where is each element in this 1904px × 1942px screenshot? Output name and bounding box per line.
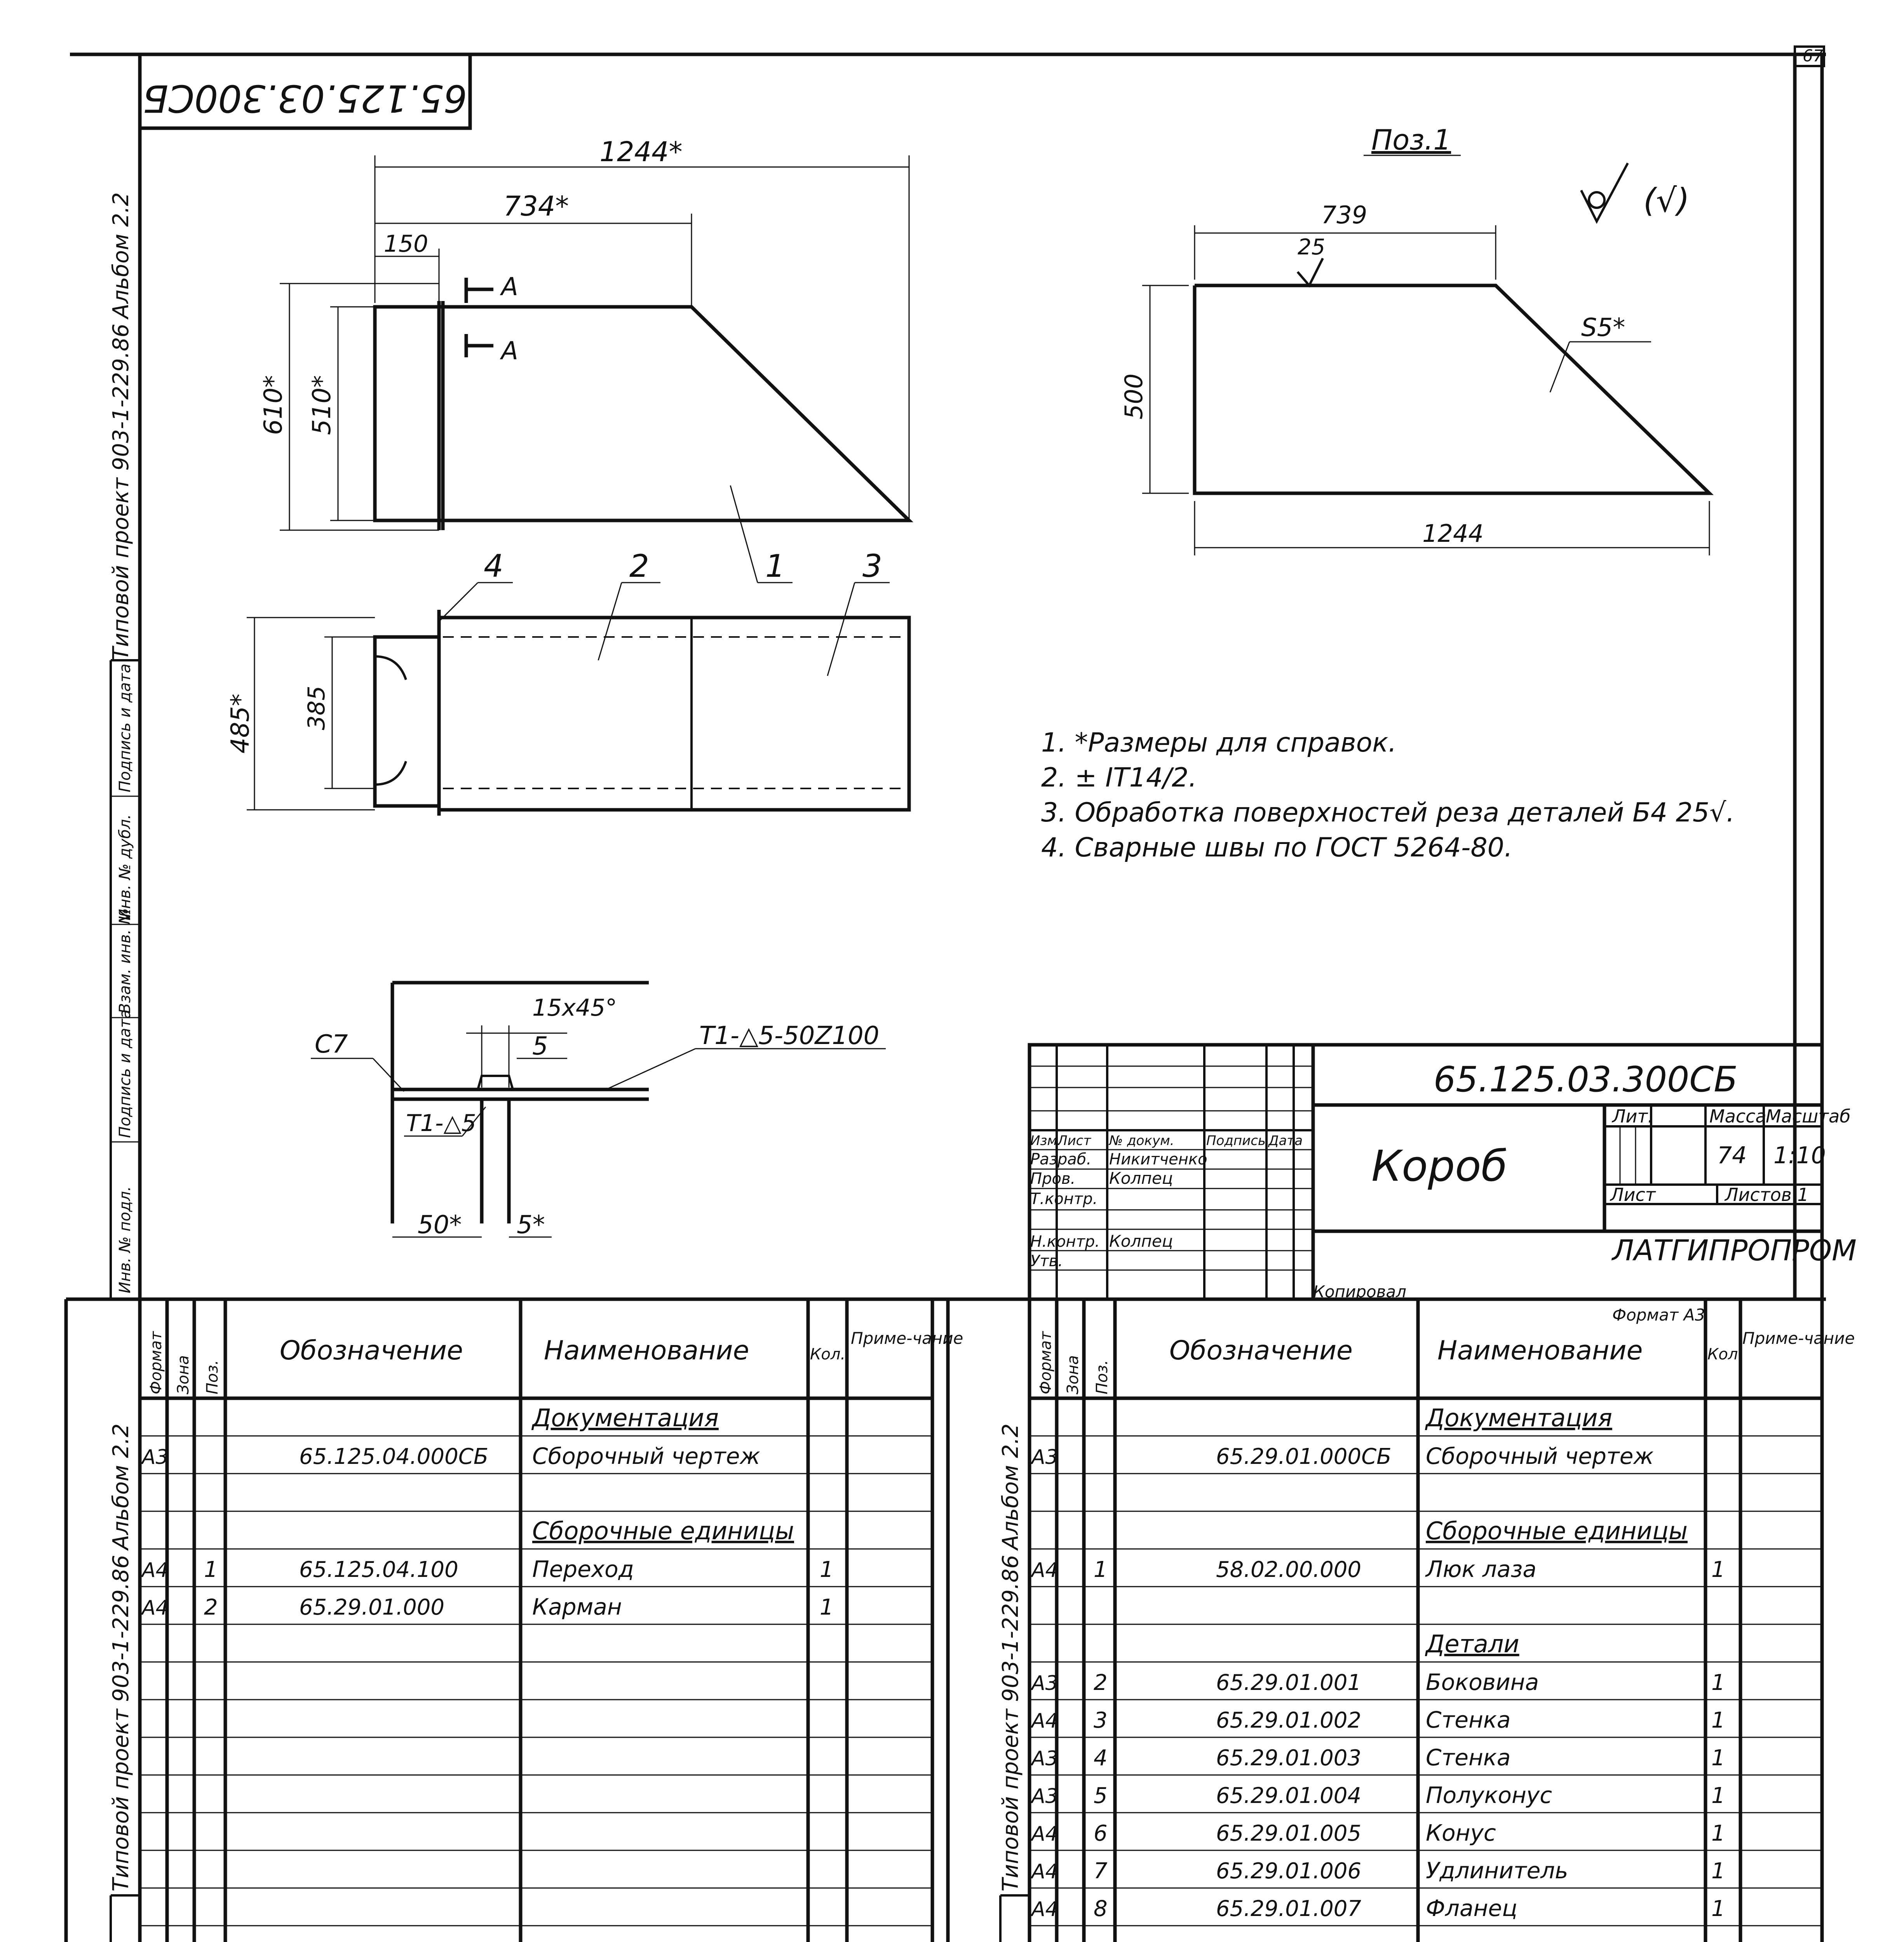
top-tb-lit-label: Лит. [1612,1106,1653,1127]
left-spec-row-name: Переход [532,1556,634,1582]
detail-weld-left: С7 [315,1030,348,1059]
right-spec-row-name: Сборочный чертеж [1426,1443,1654,1469]
right-spec-row-name: Люк лаза [1426,1556,1536,1582]
left-project-label: Типовой проект 903-1-229.86 [108,1555,134,1892]
left-album-label: Альбом 2.2 [108,1423,134,1550]
left-spec-row-name: Документация [532,1404,719,1432]
top-tb-format: Формат А3 [1612,1305,1705,1324]
top-tb-sheet-label: Лист [1610,1184,1656,1205]
detail-gap: 5 [532,1032,548,1061]
left-spec-row-format: А3 [142,1446,169,1469]
right-spec-row-code: 65.29.01.003 [1216,1745,1362,1771]
right-spec-row-pos: 4 [1094,1745,1108,1771]
section-mark-a-top: А [501,273,518,301]
right-spec-row-code: 65.29.01.000СБ [1216,1444,1392,1469]
right-spec-row-format: А3 [1031,1446,1058,1469]
right-spec-row-format: А3 [1031,1672,1058,1695]
pos1-roughness-value: 25 [1298,235,1326,260]
detail-weld-top: Т1-△5-50Z100 [699,1021,880,1050]
right-hdr-zone: Зона [1064,1355,1082,1394]
right-spec-row-name: Фланец [1426,1895,1517,1921]
right-hdr-format: Формат [1037,1331,1055,1394]
right-spec-row-pos: 5 [1094,1783,1108,1808]
right-hdr-qty: Кол. [1707,1345,1743,1363]
right-project-label: Типовой проект 903-1-229.86 [998,1555,1023,1892]
top-tb-mass-label: Масса [1709,1106,1766,1127]
callout-4: 4 [484,548,503,584]
pos1-title: Поз.1 [1371,124,1451,156]
detail-chamfer: 15x45° [532,994,617,1021]
right-spec-row-format: А3 [1031,1747,1058,1770]
right-spec-row-pos: 3 [1094,1708,1108,1733]
right-spec-row-code: 65.29.01.002 [1216,1708,1362,1733]
top-tb-scale-label: Масштаб [1766,1106,1851,1127]
callout-2: 2 [629,548,649,584]
right-spec-row-name: Конус [1426,1820,1496,1846]
left-spec-row-pos: 2 [204,1595,218,1620]
top-tb-col-3: Подпись [1206,1133,1266,1148]
dim-upper-length: 734* [503,190,569,222]
note-3: 3. Обработка поверхностей реза деталей Б4 25√. [1041,797,1735,828]
right-spec-row-pos: 6 [1094,1821,1108,1846]
right-spec-row-name: Стенка [1426,1744,1511,1771]
right-spec-row-qty: 1 [1711,1896,1725,1921]
right-spec-row-qty: 1 [1711,1708,1725,1733]
pos1-thickness: S5* [1581,313,1625,342]
top-tb-person-1: Колпец [1109,1169,1173,1188]
right-spec-row-code: 65.29.01.005 [1216,1821,1362,1846]
left-hdr-format: Формат [147,1331,165,1394]
section-mark-a-bottom: А [501,337,518,365]
right-hdr-name: Наименование [1437,1335,1643,1366]
right-spec-row-format: А4 [1031,1860,1058,1883]
detail-width-bottom: 50* [418,1211,462,1239]
dim-outer-height: 610* [259,375,288,435]
callout-1: 1 [765,548,785,584]
right-album-label: Альбом 2.2 [998,1423,1023,1550]
top-tb-designation: 65.125.03.300СБ [1434,1059,1738,1100]
strip-field-0: Инв. № подл. [116,1186,134,1293]
strip-field-4: Подпись и дата [116,663,134,792]
right-spec-row-code: 65.29.01.006 [1216,1858,1362,1884]
detail-thickness-bottom: 5* [517,1211,545,1239]
top-tb-col-2: № докум. [1109,1133,1174,1148]
pos1-top-length: 739 [1321,201,1367,229]
dim-side-inner: 385 [303,686,330,730]
top-tb-role-2: Т.контр. [1030,1190,1098,1208]
top-project-label: Типовой проект 903-1-229.86 [108,324,134,660]
callout-3: 3 [862,548,882,584]
top-tb-mass: 74 [1717,1142,1747,1169]
left-spec-row-code: 65.29.01.000 [299,1595,445,1620]
right-spec-row-pos: 1 [1094,1557,1108,1582]
strip-field-1: Подпись и дата [116,1009,134,1138]
strip-field-2: Взам. инв. № [116,908,134,1014]
right-spec-row-code: 65.29.01.001 [1216,1670,1362,1695]
right-spec-row-code: 65.29.01.007 [1216,1896,1362,1921]
top-tb-person-3: Колпец [1109,1232,1173,1251]
left-hdr-zone: Зона [174,1355,192,1394]
right-spec-row-qty: 1 [1711,1783,1725,1808]
right-spec-row-pos: 8 [1094,1896,1108,1921]
pos1-height: 500 [1120,373,1148,419]
dim-total-length: 1244* [599,136,683,168]
left-spec-row-code: 65.125.04.000СБ [299,1444,489,1469]
right-spec-row-name: Детали [1426,1630,1519,1658]
left-hdr-qty: Кол. [810,1345,846,1363]
right-spec-row-format: А4 [1031,1559,1058,1582]
left-spec-row-name: Карман [532,1594,622,1620]
left-spec-row-format: А4 [142,1596,169,1620]
right-spec-row-pos: 7 [1094,1858,1108,1884]
right-spec-row-name: Сборочные единицы [1426,1517,1688,1545]
right-spec-row-name: Удлинитель [1426,1857,1568,1884]
left-spec-row-code: 65.125.04.100 [299,1557,458,1582]
right-spec-row-format: А4 [1031,1709,1058,1733]
right-spec-row-code: 58.02.00.000 [1216,1557,1362,1582]
right-hdr-note: Приме-чание [1742,1329,1855,1348]
top-tb-sheets-label: Листов 1 [1725,1184,1809,1205]
right-spec-row-name: Полуконус [1426,1782,1552,1808]
pos1-roughness: (√) [1643,181,1690,219]
right-spec-row-qty: 1 [1711,1557,1725,1582]
left-spec-row-qty: 1 [820,1557,834,1582]
left-spec-row-qty: 1 [820,1595,834,1620]
left-hdr-pos: Поз. [204,1360,221,1394]
right-spec-row-code: 65.29.01.004 [1216,1783,1362,1808]
top-tb-col-4: Дата [1268,1133,1303,1148]
right-spec-row-name: Документация [1426,1404,1612,1432]
left-spec-row-name: Сборочный чертеж [532,1443,760,1469]
page-number: 67 [1803,46,1824,65]
note-4: 4. Сварные швы по ГОСТ 5264-80. [1041,832,1513,863]
right-spec-row-format: А3 [1031,1785,1058,1808]
top-tb-role-4: Утв. [1030,1252,1063,1270]
dim-side-outer: 485* [226,693,255,753]
left-spec-row-pos: 1 [204,1557,218,1582]
right-hdr-code: Обозначение [1169,1335,1353,1366]
top-tb-scale: 1:10 [1773,1142,1826,1169]
right-spec-row-qty: 1 [1711,1821,1725,1846]
top-tb-col-0: Изм. [1030,1133,1061,1148]
right-spec-row-pos: 2 [1094,1670,1108,1695]
note-1: 1. *Размеры для справок. [1041,727,1397,758]
top-album-label: Альбом 2.2 [108,192,134,318]
right-spec-row-name: Боковина [1426,1669,1539,1695]
left-hdr-name: Наименование [544,1335,749,1366]
dim-inner-height: 510* [308,375,336,435]
detail-weld-small: Т1-△5 [406,1110,476,1137]
right-spec-row-qty: 1 [1711,1670,1725,1695]
right-spec-row-name: Стенка [1426,1707,1511,1733]
left-spec-row-name: Сборочные единицы [532,1517,794,1545]
dim-flange-width: 150 [383,230,429,258]
right-spec-row-qty: 1 [1711,1858,1725,1884]
top-tb-org: ЛАТГИПРОПРОМ [1612,1234,1857,1267]
top-tb-role-3: Н.контр. [1030,1233,1100,1251]
top-tb-person-0: Никитченко [1109,1150,1207,1168]
top-tb-role-1: Пров. [1030,1170,1076,1188]
top-tb-name: Короб [1371,1141,1508,1191]
left-spec-row-format: А4 [142,1559,169,1582]
right-spec-row-qty: 1 [1711,1745,1725,1771]
strip-field-3: Инв. № дубл. [116,814,134,921]
stamp-code: 65.125.03.300СБ [143,77,467,120]
left-hdr-code: Обозначение [280,1335,463,1366]
top-tb-role-0: Разраб. [1030,1150,1092,1168]
right-spec-row-format: А4 [1031,1822,1058,1846]
left-hdr-note: Приме-чание [851,1329,963,1348]
note-2: 2. ± IT14/2. [1041,762,1197,793]
right-hdr-pos: Поз. [1093,1360,1111,1394]
top-tb-copied: Копировал [1313,1282,1406,1301]
right-spec-row-format: А4 [1031,1898,1058,1921]
pos1-bottom-length: 1244 [1422,519,1484,548]
top-tb-col-1: Лист [1057,1133,1091,1148]
